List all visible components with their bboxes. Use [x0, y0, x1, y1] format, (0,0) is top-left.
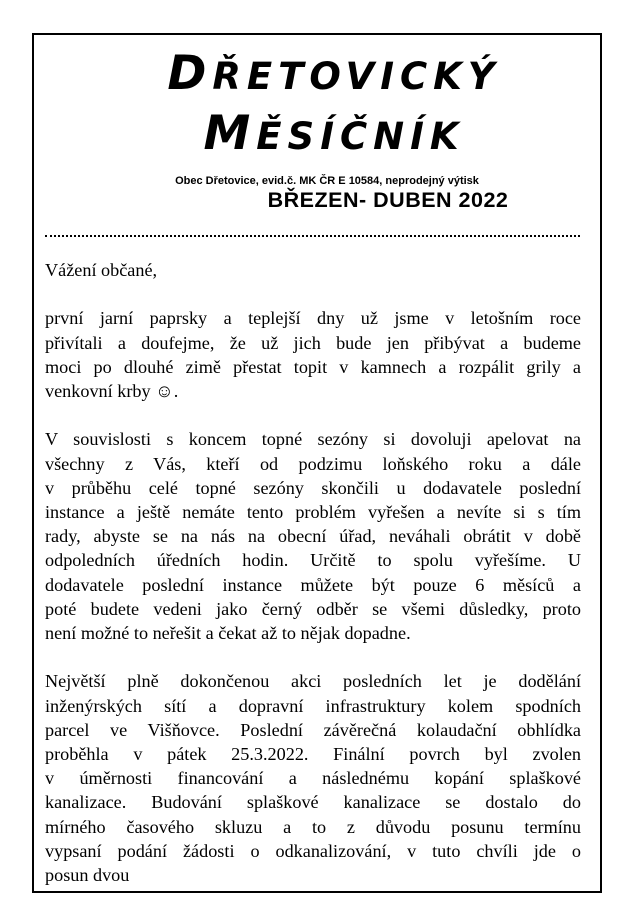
text-line: proběhla v pátek 25.3.2022. Finální povrch byl zvolen: [45, 744, 581, 765]
text-line: vypsaní podání žádosti o odkanalizování, v tuto chvíli jde o: [45, 840, 581, 861]
newsletter-masthead: [34, 35, 600, 213]
dotted-divider: [45, 235, 580, 237]
publisher-imprint: Obec Dřetovice, evid.č. MK ČR E 10584, neprodejný výtisk: [175, 175, 479, 187]
paragraph-heating-season: [45, 427, 581, 645]
text-line: venkovní krby ☺.: [45, 381, 179, 401]
text-line: není možné to neřešit a čekat až to nějak dopadne.: [45, 623, 411, 644]
text-line: Největší plně dokončenou akci posledních let je dodělání: [45, 671, 581, 692]
article-body: [45, 258, 581, 887]
text-line: parcel ve Višňovce. Poslední závěrečná kolaudační obhlídka: [45, 719, 581, 740]
text-line: poté budete vedeni jako černý odběr se všemi důsledky, proto: [45, 598, 581, 619]
text-line: moci po dlouhé zimě přestat topit v kamnech a rozpálit grily a: [45, 356, 581, 377]
text-line: v průběhu celé topné sezóny skončili u dodavatele poslední: [45, 477, 581, 498]
text-line: odpoledních úředních hodin. Určitě to spolu vyřešíme. U: [45, 550, 581, 571]
salutation: Vážení občané,: [45, 260, 158, 280]
text-line: V souvislosti s koncem topné sezóny si dovoluji apelovat na: [45, 429, 581, 450]
text-line: přivítali a doufejme, že už jich bude jen přibývat a budeme: [45, 332, 581, 353]
text-line: inženýrských sítí a dopravní infrastruktury kolem spodních: [45, 695, 581, 716]
text-line: všechny z Vás, kteří od podzimu loňského roku a dále: [45, 453, 581, 474]
text-line: v úměrnosti financování a následnému kopání splaškové: [45, 768, 581, 789]
text-line: instance a ještě nemáte tento problém vyřešen a nevíte si s tím: [45, 502, 581, 522]
text-line: dodavatele poslední instance můžete být pouze 6 měsíců a: [45, 574, 581, 595]
issue-date: BŘEZEN- DUBEN 2022: [267, 188, 509, 212]
text-line: posun dvou: [45, 865, 130, 886]
text-line: první jarní paprsky a teplejší dny už jsme v letošním roce: [45, 308, 581, 329]
text-line: mírného časového skluzu a to z důvodu posunu termínu: [45, 816, 581, 837]
text-line: rady, abyste se na nás na obecní úřad, neváhali obrátit v době: [45, 526, 581, 547]
page-border-frame: [32, 33, 602, 893]
newsletter-title-line-1: DŘETOVICKÝ: [167, 46, 501, 101]
paragraph-spring: [45, 306, 581, 403]
paragraph-infrastructure: [45, 669, 581, 887]
newsletter-title-line-2: MĚSÍČNÍK: [203, 106, 465, 161]
text-line: kanalizace. Budování splaškové kanalizace se dostalo do: [45, 792, 581, 813]
